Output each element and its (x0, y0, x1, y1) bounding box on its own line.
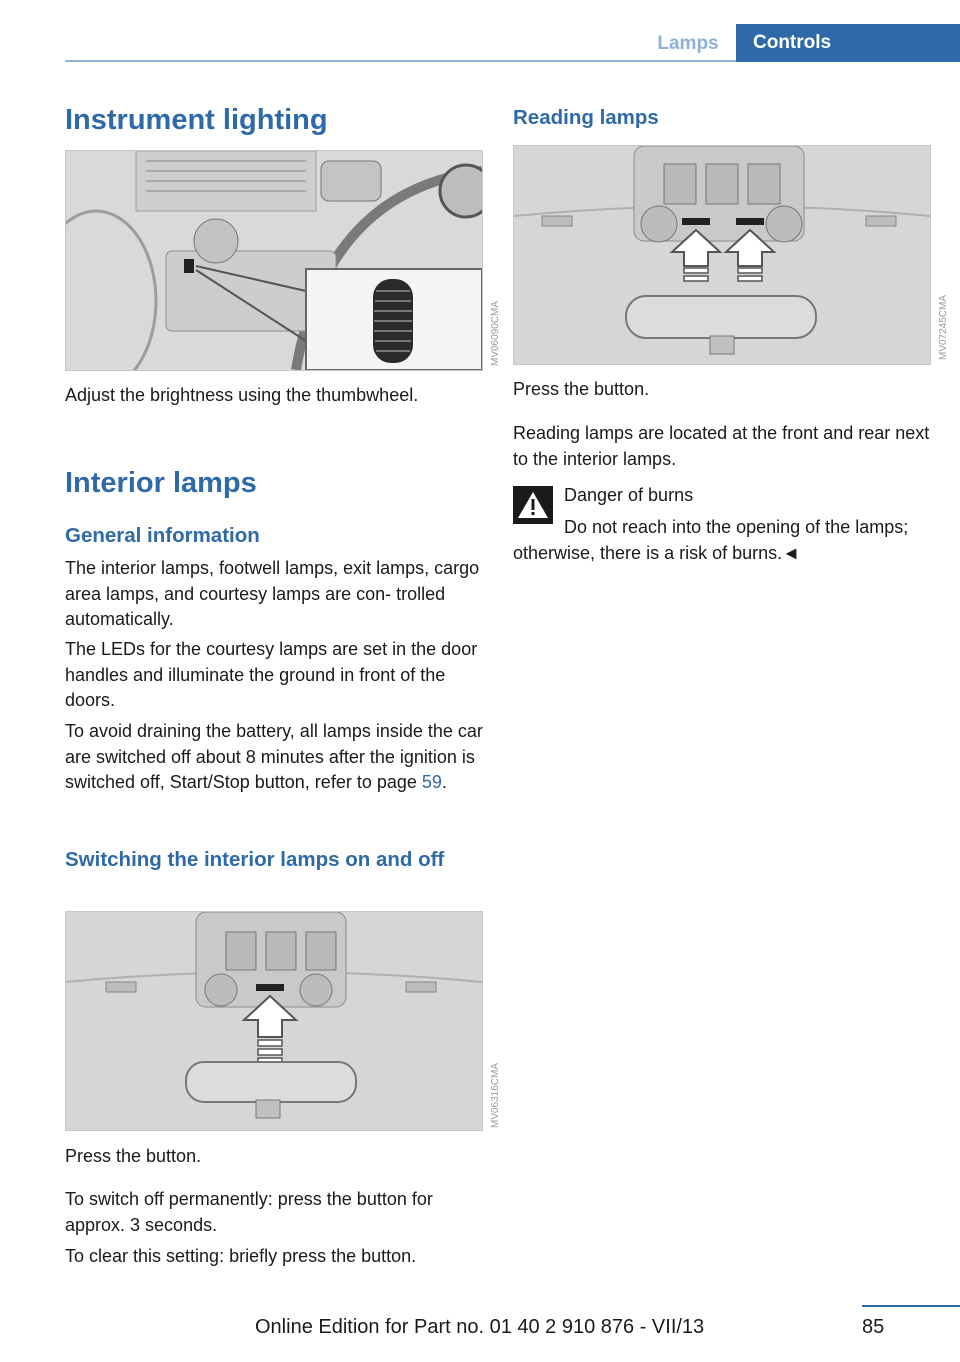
page-number: 85 (862, 1316, 885, 1338)
figure-code-instrument: MV06090CMA (490, 300, 501, 366)
figure-code-reading: MV07245CMA (938, 294, 949, 360)
instrument-lighting-heading: Instrument lighting (65, 104, 328, 136)
warning-text: Do not reach into the opening of the lamps; otherwise, there is a risk of burns.◄ (513, 517, 909, 563)
interior-lamp-button-figure (65, 911, 483, 1131)
interior-lamps-heading: Interior lamps (65, 467, 257, 499)
footer-rule (862, 1305, 960, 1307)
page-link-59[interactable]: 59 (421, 772, 442, 792)
reading-lamps-heading: Reading lamps (513, 106, 659, 129)
warning-title: Danger of burns (564, 485, 694, 505)
instrument-lighting-text: Adjust the brightness using the thumbwheel. (65, 385, 419, 405)
instrument-lighting-figure (65, 150, 483, 371)
interior-lamps-para-3 (65, 719, 483, 796)
para-3-end: . (441, 772, 447, 792)
reading-lamps-figure (513, 145, 931, 365)
switching-interior-lamps-heading: Switching the interior lamps on and off (65, 848, 445, 871)
interior-press-button: Press the button. (65, 1146, 202, 1166)
reading-lamps-location: Reading lamps are located at the front and rear next to the interior lamps. (513, 423, 930, 469)
interior-lamps-para-1: The interior lamps, footwell lamps, exit lamps, cargo area lamps, and courtesy lamps are con‐ trolled automatically. (65, 558, 480, 629)
interior-clear-setting-text: To clear this setting: briefly press the button. (65, 1246, 417, 1266)
interior-lamps-para-2: The LEDs for the courtesy lamps are set in the door handles and illuminate the ground in front of the doors. (65, 639, 478, 710)
chapter-tab-controls[interactable]: Controls (736, 24, 960, 62)
figure-code-interior: MV06316CMA (490, 1062, 501, 1128)
para-3-text: To avoid draining the battery, all lamps inside the car are switched off about 8 minutes after the ignition is switched off, Start/Stop button, refer to page (65, 721, 483, 792)
section-tab-lamps[interactable]: Lamps (657, 33, 719, 54)
general-information-heading: General information (65, 524, 260, 547)
reading-press-button: Press the button. (513, 379, 650, 399)
interior-switch-off-text: To switch off permanently: press the button for approx. 3 seconds. (65, 1189, 433, 1235)
edition-line: Online Edition for Part no. 01 40 2 910 876 - VII/13 (255, 1316, 705, 1338)
